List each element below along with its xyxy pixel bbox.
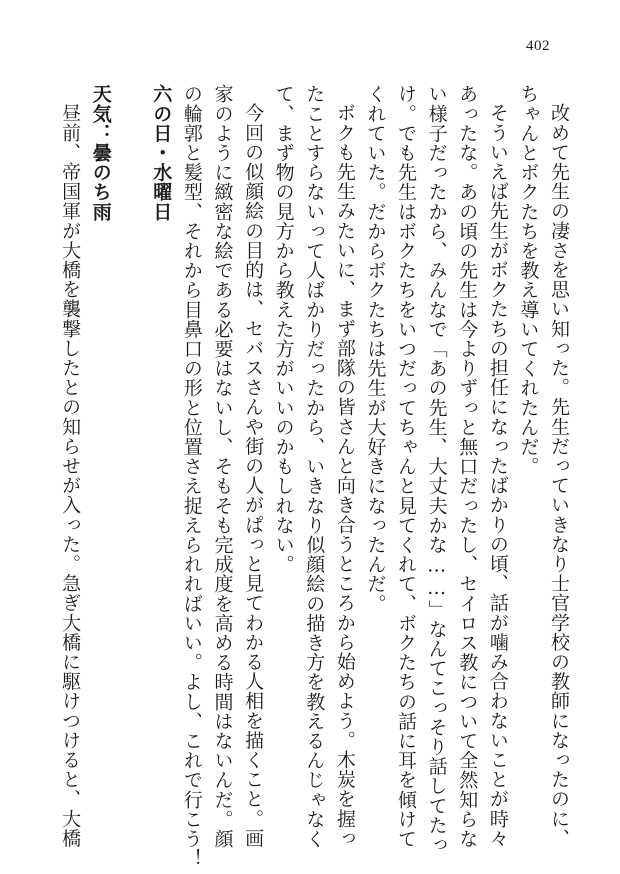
text-line: 家のように緻密な絵である必要はないし、そもそも完成度を高める時間はないんだ。顔 (211, 84, 234, 849)
text-line: たことすらないって人ばかりだったから、いきなり似顔絵の描き方を教えるんじゃなく (303, 84, 326, 849)
text-line: あったな。あの頃の先生は今よりずっと無口だったし、セイロス教について全然知らな (456, 84, 479, 849)
text-line: ちゃんとボクたちを教え導いてくれたんだ。 (517, 84, 540, 476)
text-line: て、まず物の見方から教えた方がいいのかもしれない。 (272, 84, 295, 574)
text-line: 今回の似顔絵の目的は、セバスさんや街の人がぱっと見てわかる人相を描くこと。画 (242, 103, 265, 848)
body-text (54, 84, 574, 868)
text-line: の輪郭と髪型、それから目鼻口の形と位置さえ捉えられればいい。よし、これで行こう！ (180, 84, 203, 868)
text-line: け。でも先生はボクたちをいつだってちゃんと見てくれて、ボクたちの話に耳を傾けて (395, 84, 418, 849)
text-line: そういえば先生がボクたちの担任になったばかりの頃、話が噛み合わないことが時々 (486, 103, 509, 848)
text-line: い様子だったから、みんなで「あの先生、大丈夫かな……」なんてこっそり話してたっ (425, 84, 448, 855)
text-line: 昼前、帝国軍が大橋を襲撃したとの知らせが入った。急ぎ大橋に駆けつけると、大橋 (59, 103, 82, 848)
text-line: くれていた。だからボクたちは先生が大好きになったんだ。 (364, 84, 387, 614)
diary-date-heading: 六の日・水曜日 (150, 84, 173, 222)
text-line: ボクも先生みたいに、まず部隊の皆さんと向き合うところから始めよう。木炭を握っ (333, 103, 356, 848)
text-line: 改めて先生の凄さを思い知った。先生だっていきなり士官学校の教師になったのに、 (548, 103, 570, 848)
page-number: 402 (526, 38, 550, 54)
weather-heading: 天気：曇のち雨 (89, 84, 112, 222)
